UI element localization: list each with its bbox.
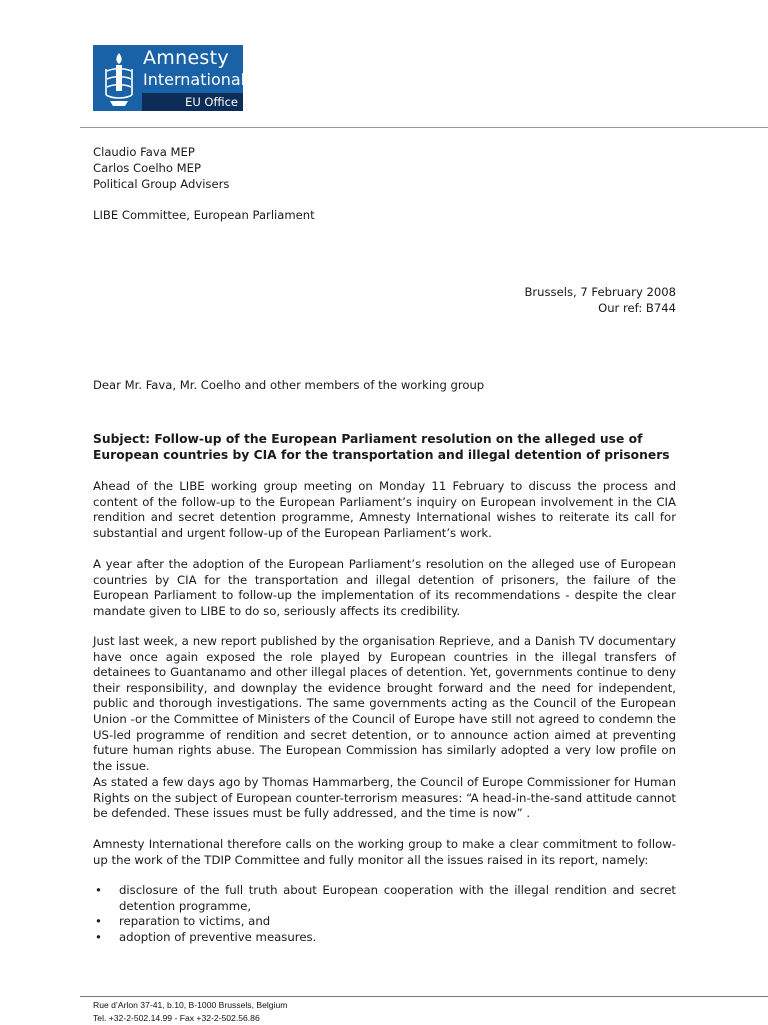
amnesty-logo (93, 45, 246, 111)
list-item-text: disclosure of the full truth about European cooperation with the illegal rendition and secret detention programme, (119, 883, 676, 913)
candle-barbed-wire-icon (101, 51, 137, 107)
body-paragraph: A year after the adoption of the European Parliament’s resolution on the alleged use of European countries by CIA for the transportation and illegal detention of prisoners, the failure of the European Parliament to follow-up the implementation of its recommendations - despite the clear mandate given to LIBE to do so, seriously affects its credibility. (93, 557, 676, 618)
bullet-icon: • (95, 914, 102, 929)
logo-line-2: International (143, 70, 246, 89)
footer (93, 999, 287, 1025)
list-item (93, 930, 676, 946)
footer-contact: Tel. +32-2-502.14.99 - Fax +32-2-502.56.86 (93, 1013, 260, 1023)
salutation: Dear Mr. Fava, Mr. Coelho and other members of the working group (93, 378, 485, 392)
body-paragraph: Just last week, a new report published by the organisation Reprieve, and a Danish TV documentary have once again exposed the role played by European countries in the illegal transfers of detainees to Guantanamo and other illegal places of detention. Yet, governments continue to deny their responsibility, and downplay the evidence brought forward and the need for independent, public and thorough investigations. The same governments acting as the Council of the European Union -or the Committee of Ministers of the Council of Europe have still not agreed to condemn the US-led programme of rendition and secret detention, or to announce action aimed at preventing future human rights abuse. The European Commission has similarly adopted a very low profile on the issue. (93, 634, 676, 773)
committee-line: LIBE Committee, European Parliament (93, 208, 315, 222)
bullet-icon: • (95, 883, 102, 897)
list-item (93, 914, 676, 930)
subject-heading: Subject: Follow-up of the European Parliament resolution on the alleged use of European countries by CIA for the transportation and illegal detention of prisoners (93, 432, 670, 462)
body-paragraph: As stated a few days ago by Thomas Hammarberg, the Council of Europe Commissioner for Human Rights on the subject of European counter-terrorism measures: “A head-in-the-sand attitude cannot be defended. These issues must be fully addressed, and the time is now” . (93, 775, 676, 821)
bullet-icon: • (95, 929, 102, 944)
place-date: Brussels, 7 February 2008 (524, 285, 676, 299)
recipient-line: Claudio Fava MEP (93, 145, 195, 159)
place-date-block (524, 284, 676, 316)
list-item-text: adoption of preventive measures. (119, 929, 317, 944)
body-paragraph: Amnesty International therefore calls on the working group to make a clear commitment to follow-up the work of the TDIP Committee and fully monitor all the issues raised in its report, namely: (93, 837, 676, 867)
recipient-line: Carlos Coelho MEP (93, 161, 201, 175)
list-item-text: reparation to victims, and (119, 914, 271, 929)
header-rule (80, 127, 768, 128)
logo-line-1: Amnesty (143, 47, 229, 69)
recipient-line: Political Group Advisers (93, 177, 230, 191)
recipient-block (93, 144, 229, 192)
footer-address: Rue d’Arlon 37-41, b.10, B-1000 Brussels, Belgium (93, 1000, 288, 1010)
body-paragraph: Ahead of the LIBE working group meeting on Monday 11 February to discuss the process and content of the follow-up to the European Parliament’s inquiry on European involvement in the CIA rendition and secret detention programme, Amnesty International wishes to reiterate its call for substantial and urgent follow-up of the European Parliament’s work. (93, 479, 676, 540)
list-item (93, 883, 676, 914)
reference: Our ref: B744 (598, 301, 676, 315)
footer-rule (80, 996, 768, 997)
logo-office-bar: EU Office (142, 93, 243, 111)
demand-list (93, 883, 676, 945)
